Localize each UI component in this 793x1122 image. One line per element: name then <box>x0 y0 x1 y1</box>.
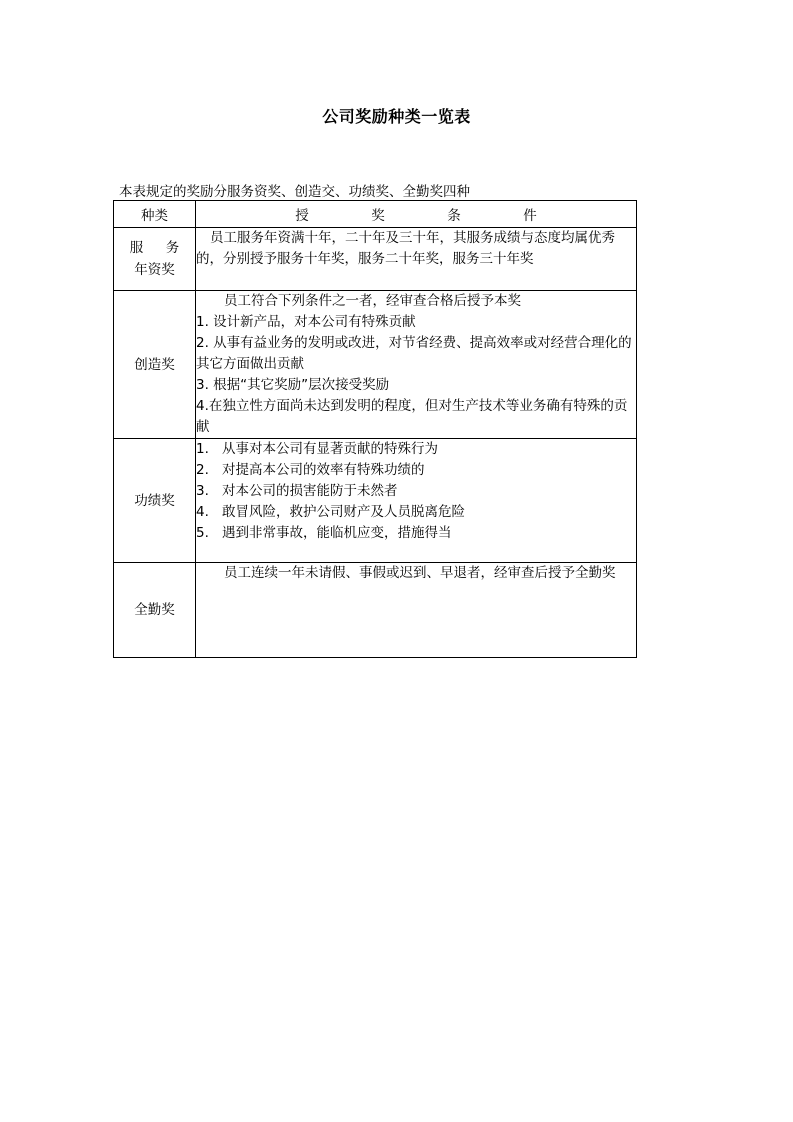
condition-item: 2. 对提高本公司的效率有特殊功绩的 <box>196 462 425 478</box>
table-row-merit <box>114 439 637 563</box>
awards-table <box>113 200 637 658</box>
condition-item: 5. 遇到非常事故，能临机应变，措施得当 <box>196 525 452 541</box>
category-merit: 功绩奖 <box>114 439 196 563</box>
condition-intro: 员工符合下列条件之一者，经审查合格后授予本奖 <box>224 293 521 309</box>
category-attendance: 全勤奖 <box>114 563 196 658</box>
condition-text: 员工连续一年未请假、事假或迟到、早退者，经审查后授予全勤奖 <box>224 565 616 581</box>
conditions-merit <box>196 439 637 563</box>
conditions-creation <box>196 291 637 439</box>
category-char: 务 <box>165 240 180 256</box>
category-service <box>114 228 196 291</box>
condition-item: 3. 对本公司的损害能防于未然者 <box>196 483 398 499</box>
table-row-attendance <box>114 563 637 658</box>
condition-item: 4.在独立性方面尚未达到发明的程度，但对生产技术等业务确有特殊的贡献 <box>196 398 628 435</box>
conditions-service <box>196 228 637 291</box>
conditions-attendance <box>196 563 637 658</box>
header-char: 授 <box>295 208 309 224</box>
condition-item: 4. 敢冒风险，救护公司财产及人员脱离危险 <box>196 504 465 520</box>
table-row-service <box>114 228 637 291</box>
condition-item: 1. 设计新产品，对本公司有特殊贡献 <box>196 314 416 330</box>
document-title: 公司奖励种类一览表 <box>322 107 471 126</box>
header-conditions <box>196 201 637 228</box>
condition-item: 2. 从事有益业务的发明或改进，对节省经费、提高效率或对经营合理化的其它方面做出贡献 <box>196 335 632 372</box>
intro-text: 本表规定的奖励分服务资奖、创造交、功绩奖、全勤奖四种 <box>119 184 470 200</box>
header-char: 条 <box>447 208 461 224</box>
table-row-creation <box>114 291 637 439</box>
table-header-row <box>114 201 637 228</box>
category-char: 服 <box>129 240 144 256</box>
category-line: 年资奖 <box>134 262 175 278</box>
category-line <box>114 237 195 259</box>
header-char: 件 <box>523 208 537 224</box>
condition-text: 员工服务年资满十年，二十年及三十年，其服务成绩与态度均属优秀的，分别授予服务十年奖，服务二十年奖，服务三十年奖 <box>196 230 615 267</box>
category-creation: 创造奖 <box>114 291 196 439</box>
header-category: 种类 <box>114 201 196 228</box>
condition-item: 1. 从事对本公司有显著贡献的特殊行为 <box>196 441 438 457</box>
condition-item: 3. 根据“其它奖励”层次接受奖励 <box>196 377 390 393</box>
header-char: 奖 <box>371 208 385 224</box>
